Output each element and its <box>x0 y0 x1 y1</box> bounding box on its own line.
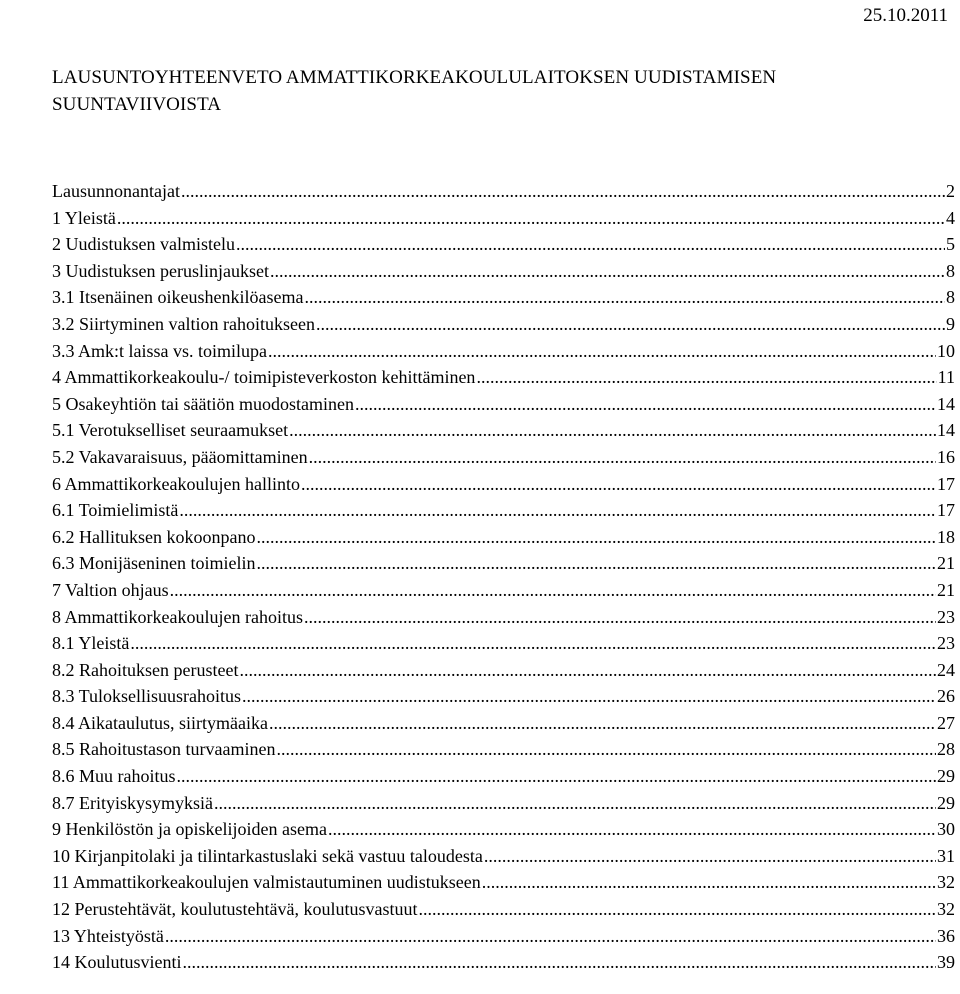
toc-entry-label: 1 Yleistä <box>52 207 116 228</box>
toc-entry-label: 6 Ammattikorkeakoulujen hallinto <box>52 473 300 494</box>
toc-entry <box>52 338 955 365</box>
document-title <box>52 64 932 118</box>
toc-entry-label: 8.3 Tuloksellisuusrahoitus <box>52 686 242 707</box>
toc-dot-leader <box>304 604 936 631</box>
toc-entry-label: 3 Uudistuksen peruslinjaukset <box>52 260 269 281</box>
document-date: 25.10.2011 <box>863 5 948 26</box>
toc-entry-label: 8.7 Erityiskysymyksiä <box>52 792 213 813</box>
toc-entry <box>52 284 955 311</box>
toc-entry-page-number: 8 <box>946 260 955 281</box>
toc-entry <box>52 205 955 232</box>
toc-dot-leader <box>165 923 936 950</box>
toc-entry-page-number: 32 <box>937 872 955 893</box>
toc-dot-leader <box>183 949 937 976</box>
toc-entry <box>52 497 955 524</box>
title-line-2: SUUNTAVIIVOISTA <box>52 94 222 115</box>
toc-entry-page-number: 8 <box>946 287 955 308</box>
toc-entry <box>52 710 955 737</box>
toc-entry <box>52 178 955 205</box>
toc-dot-leader <box>256 550 936 577</box>
toc-dot-leader <box>309 444 936 471</box>
toc-entry-label: 8.4 Aikataulutus, siirtymäaika <box>52 712 268 733</box>
toc-dot-leader <box>304 284 945 311</box>
toc-dot-leader <box>355 391 936 418</box>
toc-dot-leader <box>181 178 945 205</box>
toc-entry-label: 12 Perustehtävät, koulutustehtävä, koulutusvastuut <box>52 899 418 920</box>
toc-entry-page-number: 11 <box>937 367 955 388</box>
toc-dot-leader <box>418 896 936 923</box>
toc-entry-page-number: 39 <box>937 952 955 973</box>
toc-dot-leader <box>236 231 945 258</box>
toc-entry-page-number: 14 <box>937 393 955 414</box>
title-line-1: LAUSUNTOYHTEENVETO AMMATTIKORKEAKOULULAITOKSEN UUDISTAMISEN <box>52 67 777 88</box>
toc-dot-leader <box>177 763 937 790</box>
toc-entry-label: 8 Ammattikorkeakoulujen rahoitus <box>52 606 303 627</box>
toc-entry <box>52 657 955 684</box>
toc-entry <box>52 417 955 444</box>
toc-entry-page-number: 23 <box>937 606 955 627</box>
toc-entry-label: 7 Valtion ohjaus <box>52 579 169 600</box>
toc-entry-page-number: 29 <box>937 792 955 813</box>
toc-entry-page-number: 14 <box>937 420 955 441</box>
toc-entry-label: 2 Uudistuksen valmistelu <box>52 234 235 255</box>
toc-entry-label: 5 Osakeyhtiön tai säätiön muodostaminen <box>52 393 354 414</box>
toc-dot-leader <box>269 710 936 737</box>
toc-entry <box>52 258 955 285</box>
toc-entry-label: 6.3 Monijäseninen toimielin <box>52 553 256 574</box>
toc-entry <box>52 231 955 258</box>
toc-entry-label: 3.3 Amk:t laissa vs. toimilupa <box>52 340 267 361</box>
toc-entry-page-number: 4 <box>946 207 955 228</box>
toc-dot-leader <box>214 790 936 817</box>
toc-entry-page-number: 23 <box>937 633 955 654</box>
toc-entry-label: 10 Kirjanpitolaki ja tilintarkastuslaki sekä vastuu taloudesta <box>52 845 483 866</box>
toc-entry-label: 9 Henkilöstön ja opiskelijoiden asema <box>52 819 327 840</box>
toc-entry-label: 6.1 Toimielimistä <box>52 500 179 521</box>
toc-entry <box>52 763 955 790</box>
toc-entry-page-number: 28 <box>937 739 955 760</box>
toc-dot-leader <box>268 338 936 365</box>
toc-entry-page-number: 10 <box>937 340 955 361</box>
toc-entry <box>52 790 955 817</box>
toc-dot-leader <box>242 683 936 710</box>
toc-entry <box>52 391 955 418</box>
toc-entry-label: 8.5 Rahoitustason turvaaminen <box>52 739 276 760</box>
toc-entry-label: 5.2 Vakavaraisuus, pääomittaminen <box>52 446 308 467</box>
toc-dot-leader <box>316 311 945 338</box>
toc-entry-label: 3.2 Siirtyminen valtion rahoitukseen <box>52 313 315 334</box>
toc-entry-page-number: 24 <box>937 659 955 680</box>
toc-entry <box>52 630 955 657</box>
toc-dot-leader <box>482 869 936 896</box>
toc-entry <box>52 843 955 870</box>
toc-entry-page-number: 26 <box>937 686 955 707</box>
toc-dot-leader <box>270 258 945 285</box>
toc-entry-label: 14 Koulutusvienti <box>52 952 182 973</box>
toc-entry-page-number: 16 <box>937 446 955 467</box>
toc-entry-label: 8.2 Rahoituksen perusteet <box>52 659 239 680</box>
toc-entry-label: 8.6 Muu rahoitus <box>52 766 176 787</box>
toc-dot-leader <box>179 497 936 524</box>
toc-entry-label: 11 Ammattikorkeakoulujen valmistautuminen uudistukseen <box>52 872 481 893</box>
toc-entry <box>52 949 955 976</box>
toc-entry-page-number: 21 <box>937 579 955 600</box>
toc-dot-leader <box>256 524 936 551</box>
toc-dot-leader <box>276 736 936 763</box>
toc-entry-label: 13 Yhteistyöstä <box>52 925 164 946</box>
toc-entry-page-number: 30 <box>937 819 955 840</box>
toc-entry <box>52 923 955 950</box>
toc-dot-leader <box>239 657 936 684</box>
toc-entry-page-number: 21 <box>937 553 955 574</box>
toc-entry-page-number: 5 <box>946 234 955 255</box>
toc-entry <box>52 683 955 710</box>
toc-entry <box>52 869 955 896</box>
toc-dot-leader <box>301 471 936 498</box>
toc-entry-label: 5.1 Verotukselliset seuraamukset <box>52 420 289 441</box>
toc-entry <box>52 736 955 763</box>
toc-entry-page-number: 31 <box>937 845 955 866</box>
toc-entry <box>52 816 955 843</box>
toc-entry-page-number: 9 <box>946 313 955 334</box>
toc-dot-leader <box>289 417 936 444</box>
toc-entry-page-number: 18 <box>937 526 955 547</box>
toc-dot-leader <box>130 630 936 657</box>
toc-entry <box>52 311 955 338</box>
toc-entry <box>52 444 955 471</box>
toc-entry-label: 4 Ammattikorkeakoulu-/ toimipisteverkoston kehittäminen <box>52 367 476 388</box>
toc-dot-leader <box>117 205 945 232</box>
toc-entry <box>52 604 955 631</box>
toc-dot-leader <box>476 364 936 391</box>
toc-entry <box>52 471 955 498</box>
toc-dot-leader <box>328 816 936 843</box>
toc-entry-page-number: 17 <box>937 500 955 521</box>
toc-entry-page-number: 32 <box>937 899 955 920</box>
toc-dot-leader <box>170 577 936 604</box>
toc-entry-page-number: 17 <box>937 473 955 494</box>
toc-entry-page-number: 36 <box>937 925 955 946</box>
table-of-contents <box>52 178 955 976</box>
toc-entry-label: 8.1 Yleistä <box>52 633 130 654</box>
toc-dot-leader <box>484 843 936 870</box>
toc-entry-page-number: 29 <box>937 766 955 787</box>
toc-entry <box>52 524 955 551</box>
toc-entry <box>52 896 955 923</box>
toc-entry-label: 6.2 Hallituksen kokoonpano <box>52 526 256 547</box>
toc-entry-label: 3.1 Itsenäinen oikeushenkilöasema <box>52 287 304 308</box>
toc-entry <box>52 550 955 577</box>
toc-entry-page-number: 27 <box>937 712 955 733</box>
toc-entry <box>52 364 955 391</box>
toc-entry-label: Lausunnonantajat <box>52 181 180 201</box>
toc-entry <box>52 577 955 604</box>
toc-entry-page-number: 2 <box>946 181 955 201</box>
